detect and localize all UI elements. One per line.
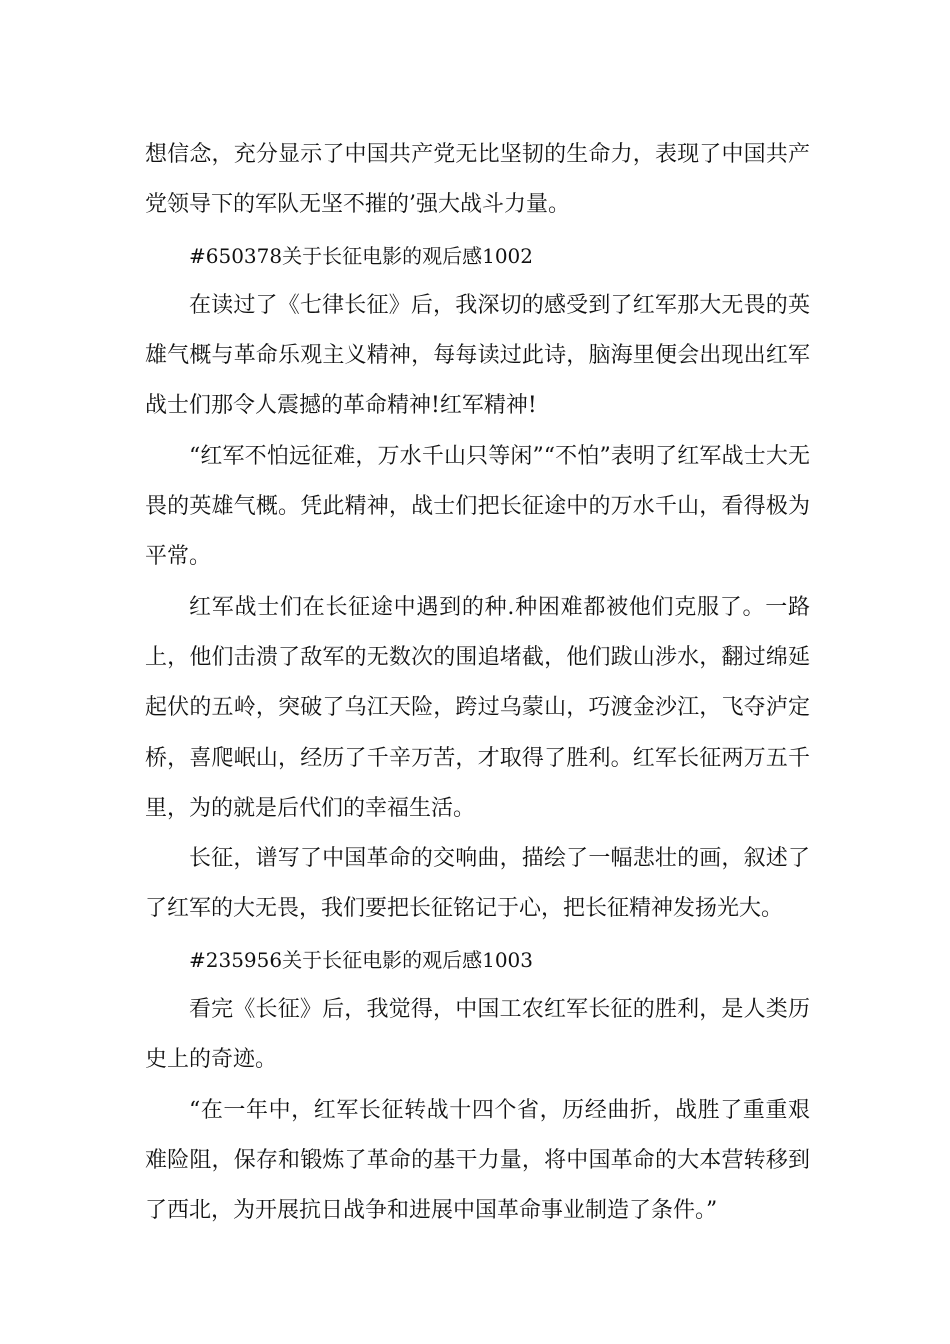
paragraph-2: 在读过了《七律长征》后，我深切的感受到了红军那大无畏的英雄气概与革命乐观主义精神，每每读过此诗，脑海里便会出现出红军战士们那令人震撼的革命精神!红军精神! [145,292,810,419]
paragraph-4: 红军战士们在长征途中遇到的种.种困难都被他们克服了。一路上，他们击溃了敌军的无数次的围追堵截，他们跋山涉水，翻过绵延起伏的五岭，突破了乌江天险，跨过乌蒙山，巧渡金沙江，飞夺泸定桥，喜爬岷山，经历了千辛万苦，才取得了胜利。红军长征两万五千里，为的就是后代们的幸福生活。 [145,594,810,821]
paragraph-3: “红军不怕远征难，万水千山只等闲”“不怕”表明了红军战士大无畏的英雄气概。凭此精神，战士们把长征途中的万水千山，看得极为平常。 [145,443,810,570]
paragraph-7: “在一年中，红军长征转战十四个省，历经曲折，战胜了重重艰难险阻，保存和锻炼了革命的基干力量，将中国革命的大本营转移到了西北，为开展抗日战争和进展中国革命事业制造了条件。” [145,1097,810,1224]
paragraph-5: 长征，谱写了中国革命的交响曲，描绘了一幅悲壮的画，叙述了了红军的大无畏，我们要把长征铭记于心，把长征精神发扬光大。 [145,846,810,922]
paragraph-6: 看完《长征》后，我觉得，中国工农红军长征的胜利，是人类历史上的奇迹。 [145,997,810,1073]
paragraph-1: 想信念，充分显示了中国共产党无比坚韧的生命力，表现了中国共产党领导下的军队无坚不摧的’强大战斗力量。 [145,142,810,218]
section-heading-1002: #650378关于长征电影的观后感1002 [189,243,534,268]
document-body [145,130,810,1237]
section-heading-1003: #235956关于长征电影的观后感1003 [189,947,534,972]
